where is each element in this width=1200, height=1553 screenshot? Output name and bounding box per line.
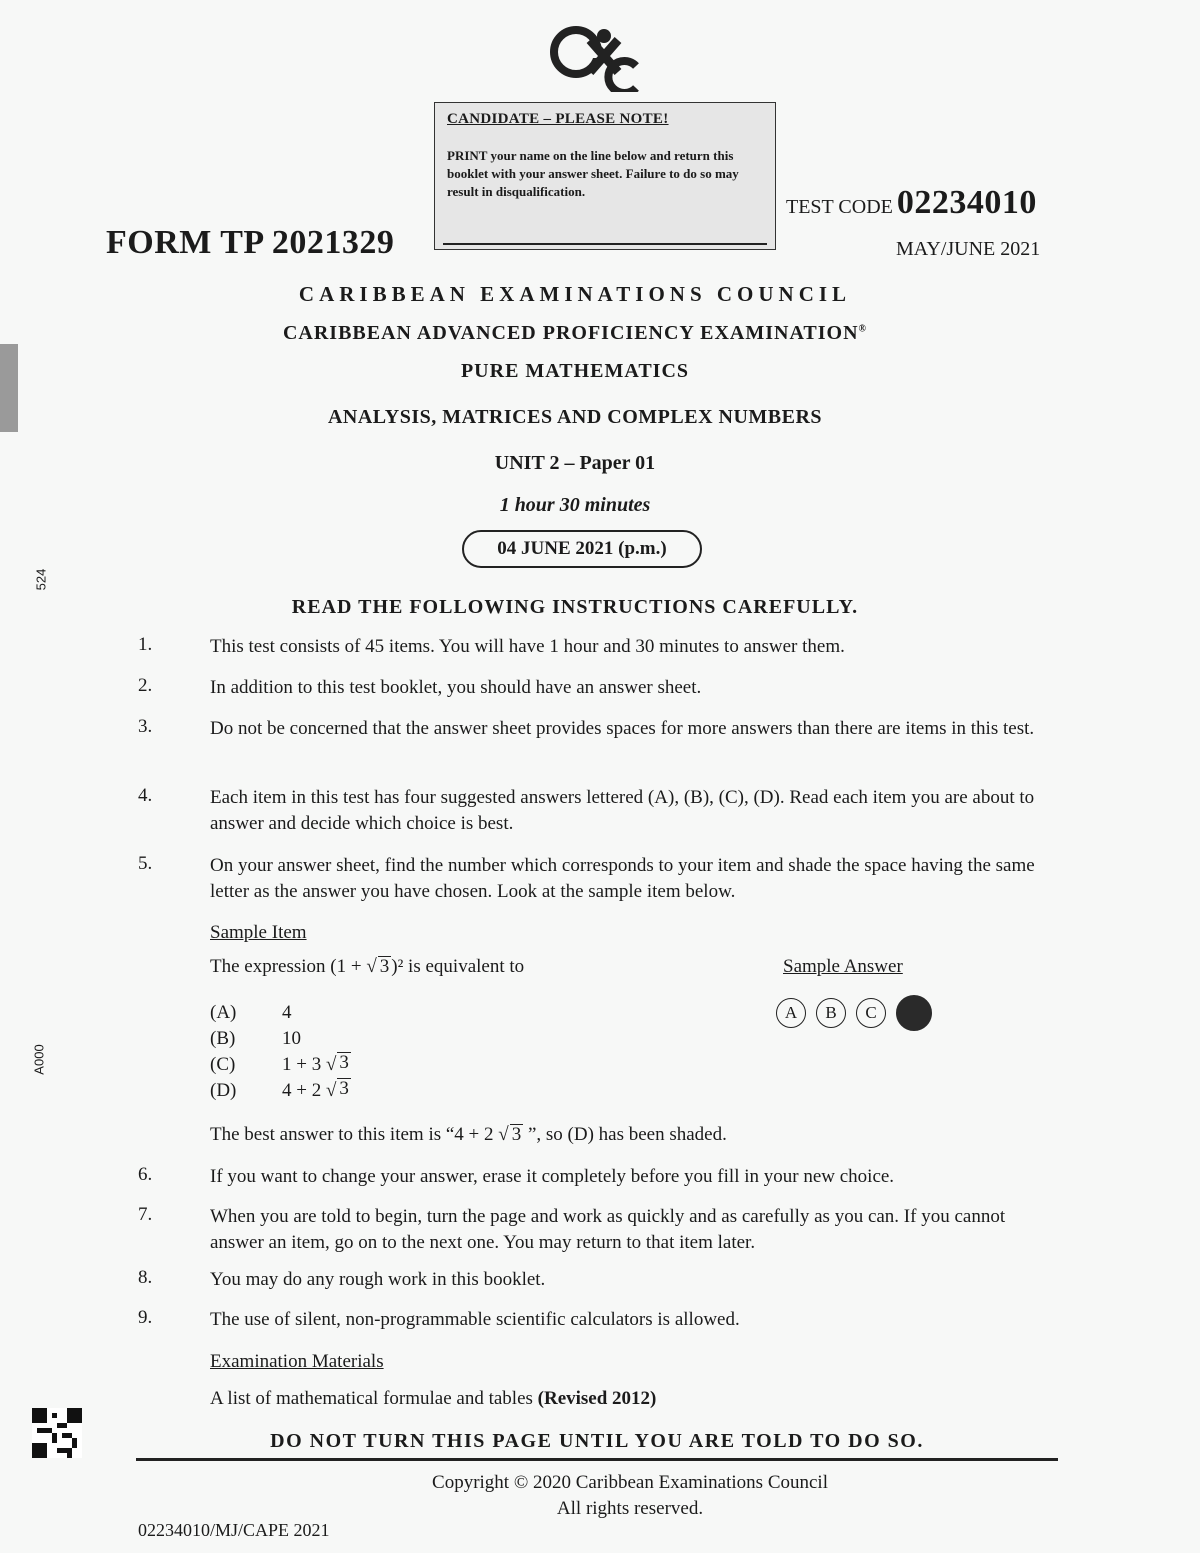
exam-name-text: CARIBBEAN ADVANCED PROFICIENCY EXAMINATION	[282, 322, 859, 344]
instruction-number: 4.	[138, 785, 153, 806]
instruction-number: 6.	[138, 1164, 153, 1185]
registered-mark: ®	[858, 323, 868, 335]
option-value: 4 + 2 √	[282, 1080, 337, 1101]
candidate-name-line[interactable]	[443, 243, 767, 245]
best-answer-radicand: 3	[511, 1124, 522, 1145]
exam-session: MAY/JUNE 2021	[896, 238, 1041, 260]
qr-code-icon	[32, 1408, 82, 1458]
test-code-value: 02234010	[896, 184, 1037, 221]
best-answer-start: The best answer to this item is “4 + 2 √	[210, 1124, 509, 1145]
answer-bubble-d-shaded[interactable]	[896, 995, 932, 1031]
option-label: (A)	[210, 1002, 237, 1023]
sample-explanation	[210, 1122, 1060, 1148]
instruction-text: On your answer sheet, find the number which corresponds to your item and shade the space having the same letter as the answer you have chosen. Look at the sample item below.	[210, 855, 1035, 902]
sample-options	[210, 1000, 351, 1104]
unit-paper: UNIT 2 – Paper 01	[494, 452, 656, 474]
materials-text	[210, 1386, 1060, 1412]
answer-bubble-c[interactable]: C	[856, 998, 886, 1028]
sample-item-heading: Sample Item	[210, 922, 307, 943]
instruction-text: If you want to change your answer, erase it completely before you fill in your new choice.	[210, 1166, 895, 1187]
option-label: (D)	[210, 1080, 237, 1101]
instruction-text: The use of silent, non-programmable scientific calculators is allowed.	[210, 1309, 740, 1330]
test-code	[786, 184, 1037, 222]
divider	[136, 1458, 1058, 1461]
instruction-text: Each item in this test has four suggested answers lettered (A), (B), (C), (D). Read each item you are about to answer and decide which choice is best.	[210, 787, 1035, 834]
answer-bubble-b[interactable]: B	[816, 998, 846, 1028]
svg-text:CXC: CXC	[598, 62, 601, 63]
copyright-line: Copyright © 2020 Caribbean Examinations Council	[432, 1472, 828, 1493]
instruction-number: 7.	[138, 1204, 153, 1225]
footer-code: 02234010/MJ/CAPE 2021	[138, 1520, 330, 1540]
form-number: FORM TP 2021329	[106, 224, 395, 261]
test-code-label: TEST CODE	[786, 196, 893, 218]
rights-line: All rights reserved.	[556, 1498, 704, 1519]
sample-option	[210, 1052, 351, 1078]
instruction-number: 1.	[138, 634, 153, 655]
subject: PURE MATHEMATICS	[460, 360, 690, 382]
option-label: (C)	[210, 1054, 236, 1075]
option-value: 4	[282, 1002, 292, 1023]
exam-date: 04 JUNE 2021 (p.m.)	[462, 530, 702, 568]
candidate-note-box	[434, 102, 776, 250]
option-label: (B)	[210, 1028, 236, 1049]
note-body: PRINT your name on the line below and return this booklet with your answer sheet. Failure to do so may result in disqualification.	[447, 148, 739, 199]
sample-option	[210, 1078, 351, 1104]
materials-revised: (Revised 2012)	[537, 1388, 657, 1409]
materials-item: A list of mathematical formulae and tables	[210, 1388, 533, 1409]
option-value: 1 + 3 √	[282, 1054, 337, 1075]
do-not-turn-warning: DO NOT TURN THIS PAGE UNTIL YOU ARE TOLD TO DO SO.	[270, 1430, 924, 1452]
sample-question-start: The expression (1 +	[210, 956, 367, 977]
instruction-text: In addition to this test booklet, you should have an answer sheet.	[210, 677, 702, 698]
instruction-text: When you are told to begin, turn the page and work as quickly and as carefully as you can. If you cannot answer an item, go on to the next one. You may return to that item later.	[210, 1206, 1006, 1253]
sample-question: The expression (1 + √ 3 )² is equivalent to	[210, 956, 525, 977]
copyright	[0, 1470, 1200, 1522]
note-title: CANDIDATE – PLEASE NOTE!	[447, 111, 669, 127]
sample-option	[210, 1026, 351, 1052]
margin-mark-bottom: A000	[31, 1044, 47, 1075]
sample-answer-bubbles	[776, 998, 932, 1031]
sample-question-radicand: 3	[379, 956, 390, 977]
instruction-text: This test consists of 45 items. You will have 1 hour and 30 minutes to answer them.	[210, 636, 845, 657]
instruction-text: Do not be concerned that the answer sheet provides spaces for more answers than there are items in this test.	[210, 718, 1035, 739]
option-radicand: 3	[337, 1052, 351, 1078]
margin-tab	[0, 344, 18, 432]
instruction-number: 3.	[138, 716, 153, 737]
instruction-number: 2.	[138, 675, 153, 696]
materials-heading: Examination Materials	[210, 1351, 384, 1372]
answer-bubble-a[interactable]: A	[776, 998, 806, 1028]
module-title: ANALYSIS, MATRICES AND COMPLEX NUMBERS	[327, 406, 823, 428]
instruction-text: You may do any rough work in this booklet.	[210, 1269, 546, 1290]
instructions-heading: READ THE FOLLOWING INSTRUCTIONS CAREFULLY.	[291, 596, 859, 618]
instruction-number: 9.	[138, 1307, 153, 1328]
cxc-logo	[548, 22, 648, 92]
exam-name	[0, 322, 1150, 345]
best-answer-end: ”, so (D) has been shaded.	[523, 1124, 727, 1145]
sample-option	[210, 1000, 351, 1026]
instruction-number: 5.	[138, 853, 153, 874]
council-name: CARIBBEAN EXAMINATIONS COUNCIL	[298, 282, 852, 306]
duration: 1 hour 30 minutes	[499, 494, 651, 516]
sample-answer-heading: Sample Answer	[783, 956, 903, 977]
margin-mark-top: 524	[33, 568, 49, 591]
sample-question-end: )² is equivalent to	[391, 956, 525, 977]
option-radicand: 3	[337, 1078, 351, 1104]
option-value: 10	[282, 1028, 301, 1049]
instruction-number: 8.	[138, 1267, 153, 1288]
